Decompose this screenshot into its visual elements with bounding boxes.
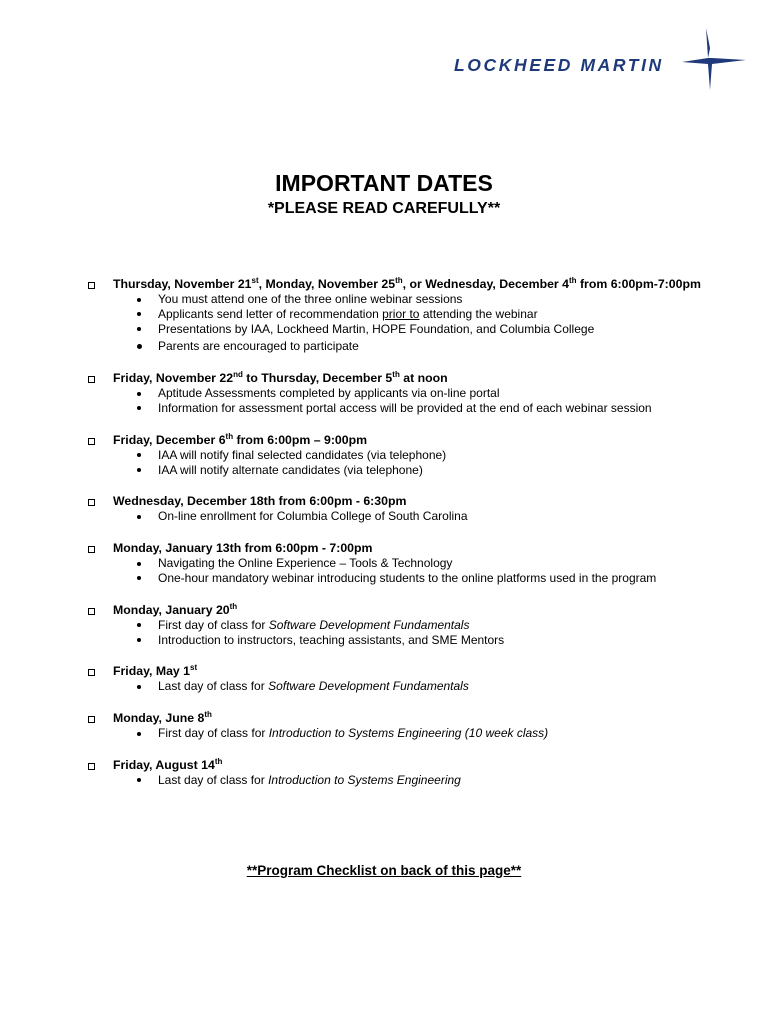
bullet-icon (137, 732, 141, 736)
footer-note: **Program Checklist on back of this page** (246, 863, 522, 878)
bullet-icon (137, 623, 141, 627)
list-item (0, 401, 768, 416)
text-run: Presentations by IAA, Lockheed Martin, HOPE Foundation, and Columbia College (158, 321, 595, 336)
text-run: Software Development Fundamentals (268, 679, 469, 694)
list-item (0, 463, 768, 478)
list-item (0, 618, 768, 633)
text-run: prior to (382, 306, 420, 321)
list-item (0, 339, 768, 354)
checkbox-icon (88, 608, 95, 615)
section-heading (0, 603, 768, 618)
text-run: nd (233, 370, 243, 380)
text-run: Navigating the Online Experience – Tools & Technology (158, 556, 453, 571)
text-run: , Monday, November 25 (258, 277, 396, 291)
section-heading (0, 494, 768, 509)
bullet-icon (137, 515, 141, 519)
date-section (0, 433, 768, 478)
bullet-icon (137, 453, 141, 457)
section-heading (0, 711, 768, 726)
text-run: Monday, January 13th from 6:00pm - 7:00pm (113, 541, 373, 556)
text-run: th (214, 756, 223, 766)
text-run: Last day of class for (158, 772, 269, 787)
text-run: Parents are encouraged to participate (158, 339, 359, 354)
text-run: Thursday, November 21 (113, 277, 252, 291)
bullet-icon (137, 344, 142, 349)
bullet-icon (137, 468, 141, 472)
text-run: Monday, January 20 (113, 602, 230, 617)
section-heading (0, 371, 768, 386)
text-run: th (392, 370, 400, 380)
text-run: th (204, 710, 212, 720)
date-section (0, 494, 768, 524)
date-sections (0, 277, 768, 788)
checkbox-icon (88, 669, 95, 676)
text-run: Introduction to Systems Engineering (10 week class) (268, 726, 549, 741)
checkbox-icon (88, 376, 95, 383)
list-item (0, 633, 768, 648)
text-run: Introduction to Systems Engineering (268, 772, 461, 787)
checkbox-icon (88, 763, 95, 770)
date-section (0, 711, 768, 741)
text-run: from 6:00pm-7:00pm (576, 277, 701, 291)
list-item (0, 386, 768, 401)
text-run: One-hour mandatory webinar introducing students to the online platforms used in the program (158, 570, 657, 585)
text-run: IAA will notify final selected candidates (via telephone) (158, 447, 447, 462)
bullet-icon (137, 562, 141, 566)
star-logo-icon (678, 24, 750, 92)
checkbox-icon (88, 438, 95, 445)
date-section (0, 603, 768, 648)
text-run: from 6:00pm – 9:00pm (233, 432, 368, 447)
section-heading (0, 541, 768, 556)
checkbox-icon (88, 499, 95, 506)
text-run: th (225, 431, 234, 441)
bullet-icon (137, 298, 141, 302)
text-run: Introduction to instructors, teaching assistants, and SME Mentors (158, 632, 505, 647)
text-run: IAA will notify alternate candidates (via telephone) (158, 462, 423, 477)
list-item (0, 307, 768, 322)
logo-wordmark: LOCKHEED MARTIN (454, 55, 664, 75)
bullet-icon (137, 392, 141, 396)
date-section (0, 541, 768, 586)
text-run: You must attend one of the three online webinar sessions (158, 292, 463, 306)
text-run: th (395, 275, 403, 285)
text-run: attending the webinar (419, 306, 538, 321)
list-item (0, 292, 768, 307)
bullet-icon (137, 685, 141, 689)
text-run: Friday, August 14 (113, 757, 215, 772)
bullet-icon (137, 638, 141, 642)
text-run: First day of class for (158, 617, 269, 632)
text-run: th (229, 601, 238, 611)
text-run: Friday, November 22 (113, 371, 234, 386)
section-heading (0, 758, 768, 773)
text-run: Friday, December 6 (113, 432, 226, 447)
text-run: Information for assessment portal access will be provided at the end of each webinar session (158, 400, 652, 415)
list-item (0, 509, 768, 524)
lockheed-martin-logo (450, 24, 750, 92)
date-section (0, 277, 768, 354)
section-heading (0, 277, 768, 292)
page-title: IMPORTANT DATES (275, 170, 493, 196)
text-run: Last day of class for (158, 679, 269, 694)
text-run: th (568, 275, 577, 285)
bullet-icon (137, 312, 141, 316)
text-run: Monday, June 8 (113, 711, 205, 726)
text-run: Aptitude Assessments completed by applicants via on-line portal (158, 386, 500, 401)
list-item (0, 571, 768, 586)
section-heading (0, 433, 768, 448)
text-run: Friday, May 1 (113, 664, 190, 679)
list-item (0, 322, 768, 337)
checkbox-icon (88, 716, 95, 723)
text-run: at noon (399, 371, 448, 386)
text-run: Wednesday, December 18th from 6:00pm - 6:30pm (113, 494, 407, 509)
bullet-icon (137, 406, 141, 410)
page-subtitle: *PLEASE READ CAREFULLY** (267, 200, 501, 217)
date-section (0, 664, 768, 694)
text-run: Software Development Fundamentals (268, 617, 470, 632)
text-run: to Thursday, December 5 (242, 371, 393, 386)
list-item (0, 679, 768, 694)
checkbox-icon (88, 546, 95, 553)
text-run: st (251, 275, 259, 285)
list-item (0, 448, 768, 463)
list-item (0, 556, 768, 571)
list-item (0, 726, 768, 741)
date-section (0, 371, 768, 416)
bullet-icon (137, 327, 141, 331)
list-item (0, 773, 768, 788)
text-run: st (190, 663, 198, 673)
checkbox-icon (88, 282, 95, 289)
bullet-icon (137, 576, 141, 580)
text-run: First day of class for (158, 726, 269, 741)
bullet-icon (137, 778, 141, 782)
text-run: , or Wednesday, December 4 (402, 277, 569, 291)
text-run: On-line enrollment for Columbia College of South Carolina (158, 509, 468, 524)
section-heading (0, 664, 768, 679)
text-run: Applicants send letter of recommendation (158, 306, 383, 321)
date-section (0, 758, 768, 788)
